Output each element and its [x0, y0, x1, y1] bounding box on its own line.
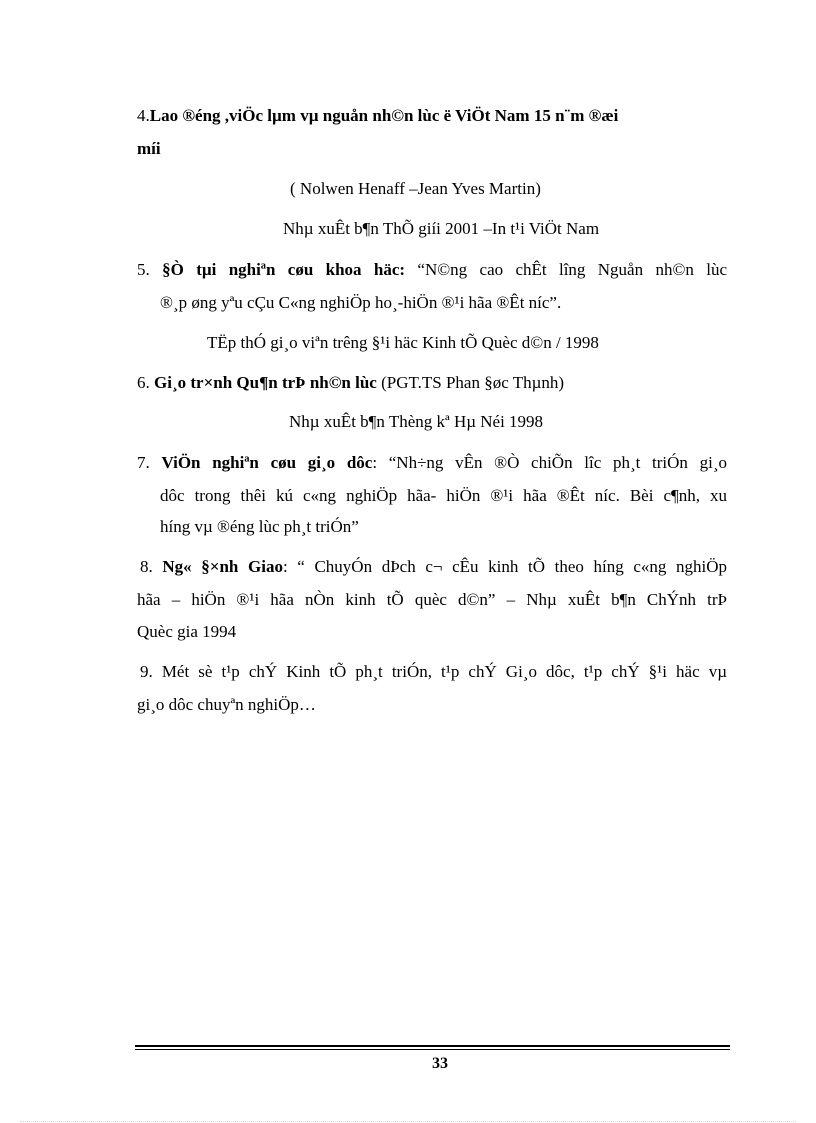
ref-8-line-1	[140, 557, 727, 577]
ref-7-title-cont-1: dôc trong thêi kú c«ng nghiÖp hãa- hiÖn ®¹i hãa ®Êt níc. Bèi c¶nh, xu	[160, 486, 727, 505]
ref-4-title: Lao ®éng ,viÖc lµm vµ nguån nh©n lùc ë ViÖt Nam 15 n¨m ®æi	[149, 106, 619, 125]
ref-8-title-cont: hãa – hiÖn ®¹i hãa nÒn kinh tÕ quèc d©n” – Nhµ xuÊt b¶n ChÝnh trÞ	[137, 590, 727, 609]
ref-6-line-1	[137, 373, 564, 393]
page-edge-divider	[20, 1121, 796, 1122]
ref-4-title-cont: míi	[137, 139, 161, 158]
ref-5-label: §Ò tµi nghiªn cøu khoa häc:	[162, 260, 406, 279]
ref-7-label: ViÖn nghiªn cøu gi¸o dôc	[161, 453, 373, 472]
ref-5-source: TËp thÓ gi¸o viªn trêng §¹i häc Kinh tÕ Quèc d©n / 1998	[207, 333, 599, 352]
ref-7-line-1	[137, 453, 727, 473]
ref-9-line-2: gi¸o dôc chuyªn nghiÖp…	[137, 695, 316, 714]
ref-5-title: “N©ng cao chÊt lîng Nguån nh©n lùc	[405, 260, 728, 279]
footer-rule-thin	[135, 1049, 730, 1050]
ref-6-author: (PGT.TS Phan §øc Thµnh)	[376, 373, 565, 392]
ref-4-line-1	[137, 106, 618, 126]
page-number: 33	[432, 1055, 448, 1072]
ref-4-number: 4.	[137, 106, 150, 125]
ref-4-authors: ( Nolwen Henaff –Jean Yves Martin)	[290, 179, 541, 198]
ref-9-line-1: 9. Mét sè t¹p chÝ Kinh tÕ ph¸t triÓn, t¹p chÝ Gi¸o dôc, t¹p chÝ §¹i häc vµ	[140, 662, 727, 681]
ref-7-number: 7.	[137, 453, 150, 472]
footer-rule-thick	[135, 1045, 730, 1047]
ref-6-publisher: Nhµ xuÊt b¶n Thèng kª Hµ Néi 1998	[289, 412, 544, 431]
ref-7-title: : “Nh÷ng vÊn ®Ò chiÕn lîc ph¸t triÓn gi¸o	[372, 453, 727, 472]
ref-6-number: 6.	[137, 373, 150, 392]
ref-7-title-cont-2: híng vµ ®éng lùc ph¸t triÓn”	[160, 517, 359, 536]
ref-8-label: Ng« §×nh Giao	[162, 557, 283, 576]
ref-8-title: : “ ChuyÓn dÞch c¬ cÊu kinh tÕ theo híng c«ng nghiÖp	[282, 557, 727, 576]
ref-5-line-1	[137, 260, 727, 280]
ref-5-number: 5.	[137, 260, 150, 279]
ref-4-publisher: Nhµ xuÊt b¶n ThÕ giíi 2001 –In t¹i ViÖt Nam	[283, 219, 600, 238]
ref-8-publisher-cont: Quèc gia 1994	[137, 622, 237, 641]
ref-6-label: Gi¸o tr×nh Qu¶n trÞ nh©n lùc	[154, 373, 377, 392]
ref-8-number: 8.	[140, 557, 153, 576]
ref-5-title-cont: ®¸p øng yªu cÇu C«ng nghiÖp ho¸-hiÖn ®¹i hãa ®Êt níc”.	[160, 293, 562, 312]
